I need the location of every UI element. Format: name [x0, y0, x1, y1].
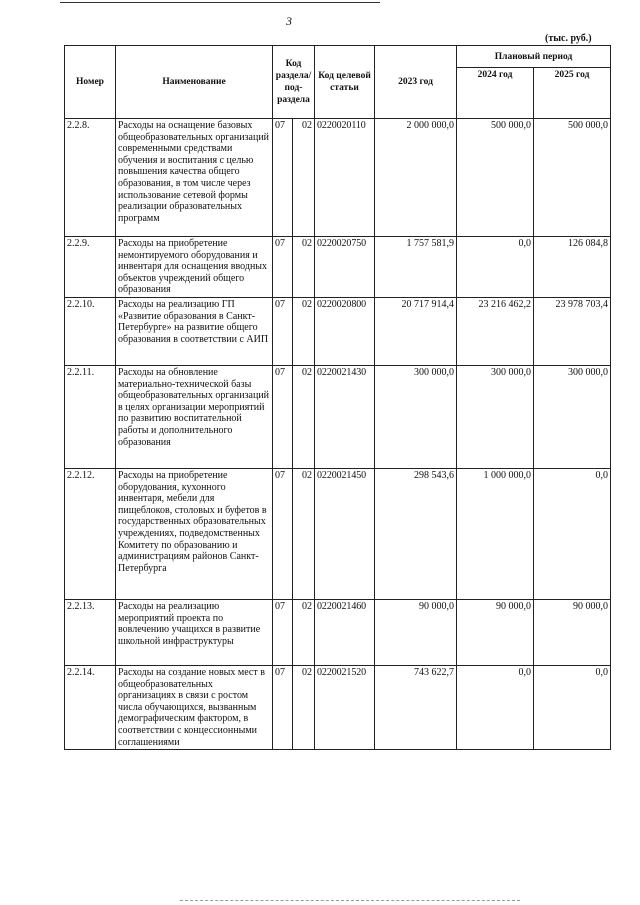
row-value-2025: 0,0 [534, 469, 611, 600]
row-target-code: 0220020800 [315, 298, 375, 366]
row-razdel: 07 [273, 119, 293, 237]
row-razdel: 07 [273, 237, 293, 298]
row-number: 2.2.9. [65, 237, 116, 298]
table-row [65, 600, 611, 666]
row-number: 2.2.12. [65, 469, 116, 600]
row-target-code: 0220021430 [315, 366, 375, 469]
row-value-2025: 23 978 703,4 [534, 298, 611, 366]
page-number: 3 [286, 14, 292, 28]
row-value-2023: 300 000,0 [375, 366, 457, 469]
row-target-code: 0220021450 [315, 469, 375, 600]
row-number: 2.2.13. [65, 600, 116, 666]
row-razdel: 07 [273, 298, 293, 366]
header-target-code: Код целевой статьи [315, 46, 375, 119]
table-row [65, 298, 611, 366]
row-value-2025: 0,0 [534, 666, 611, 750]
header-section-code: Код раздела/ под-раздела [273, 46, 315, 119]
row-target-code: 0220021520 [315, 666, 375, 750]
row-value-2025: 300 000,0 [534, 366, 611, 469]
row-target-code: 0220020110 [315, 119, 375, 237]
top-rule [60, 2, 380, 3]
row-razdel: 07 [273, 600, 293, 666]
row-name: Расходы на реализацию мероприятий проекта по вовлечению учащихся в развитие школьной инфраструктуры [116, 600, 273, 666]
row-name: Расходы на обновление материально-технической базы общеобразовательных организаций в целях организации мероприятий по развитию воспитательной работы и дополнительного образования [116, 366, 273, 469]
row-value-2025: 500 000,0 [534, 119, 611, 237]
table-row [65, 119, 611, 237]
bottom-divider [180, 900, 520, 901]
row-value-2024: 90 000,0 [457, 600, 534, 666]
row-razdel: 07 [273, 469, 293, 600]
units-label: (тыс. руб.) [545, 33, 592, 44]
row-value-2023: 2 000 000,0 [375, 119, 457, 237]
table-row [65, 237, 611, 298]
table-row [65, 469, 611, 600]
row-name: Расходы на создание новых мест в общеобразовательных организациях в связи с ростом числа обучающихся, вызванным демографическим фактором, в соответствии с концессионными соглашениями [116, 666, 273, 750]
row-value-2024: 0,0 [457, 237, 534, 298]
budget-table [64, 45, 611, 750]
row-value-2024: 500 000,0 [457, 119, 534, 237]
row-value-2023: 20 717 914,4 [375, 298, 457, 366]
header-number: Номер [65, 46, 116, 119]
row-podrazdel: 02 [293, 298, 315, 366]
row-podrazdel: 02 [293, 237, 315, 298]
header-year-2025: 2025 год [534, 68, 611, 119]
row-value-2024: 300 000,0 [457, 366, 534, 469]
row-value-2025: 126 084,8 [534, 237, 611, 298]
row-value-2023: 1 757 581,9 [375, 237, 457, 298]
row-razdel: 07 [273, 666, 293, 750]
row-podrazdel: 02 [293, 119, 315, 237]
row-name: Расходы на оснащение базовых общеобразовательных организаций современными средствами обучения и воспитания с целью повышения качества общего образования, в том числе через использование сетевой формы реализации образовательных программ [116, 119, 273, 237]
row-value-2024: 1 000 000,0 [457, 469, 534, 600]
header-name: Наименование [116, 46, 273, 119]
row-value-2024: 0,0 [457, 666, 534, 750]
row-razdel: 07 [273, 366, 293, 469]
header-planning-period: Плановый период [457, 46, 611, 68]
row-podrazdel: 02 [293, 666, 315, 750]
row-target-code: 0220020750 [315, 237, 375, 298]
row-name: Расходы на приобретение немонтируемого оборудования и инвентаря для оснащения вводных объектов учреждений общего образования [116, 237, 273, 298]
row-target-code: 0220021460 [315, 600, 375, 666]
row-podrazdel: 02 [293, 469, 315, 600]
row-value-2025: 90 000,0 [534, 600, 611, 666]
row-number: 2.2.10. [65, 298, 116, 366]
row-value-2023: 298 543,6 [375, 469, 457, 600]
row-podrazdel: 02 [293, 600, 315, 666]
row-value-2023: 90 000,0 [375, 600, 457, 666]
table-row [65, 666, 611, 750]
row-name: Расходы на реализацию ГП «Развитие образования в Санкт-Петербурге» на развитие общего образования в соответствии с АИП [116, 298, 273, 366]
row-podrazdel: 02 [293, 366, 315, 469]
header-year-2024: 2024 год [457, 68, 534, 119]
row-value-2023: 743 622,7 [375, 666, 457, 750]
header-year-2023: 2023 год [375, 46, 457, 119]
row-number: 2.2.14. [65, 666, 116, 750]
row-number: 2.2.11. [65, 366, 116, 469]
row-number: 2.2.8. [65, 119, 116, 237]
row-value-2024: 23 216 462,2 [457, 298, 534, 366]
row-name: Расходы на приобретение оборудования, кухонного инвентаря, мебели для пищеблоков, столовых и буфетов в государственных образовательных учреждениях, подведомственных Комитету по образованию и администрациям районов Санкт-Петербурга [116, 469, 273, 600]
table-row [65, 366, 611, 469]
